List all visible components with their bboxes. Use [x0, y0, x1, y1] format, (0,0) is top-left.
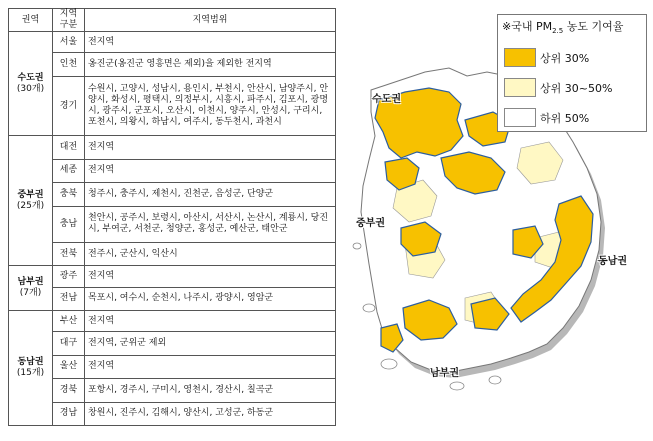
- cities-cell: 전지역: [85, 310, 336, 331]
- area-cell-capital: [9, 32, 53, 136]
- province-cell: 경북: [53, 379, 85, 402]
- area-name: 중부권: [17, 189, 44, 200]
- area-count: (25개): [16, 200, 45, 211]
- table-row: [9, 32, 336, 53]
- area-name: 동남권: [17, 356, 44, 367]
- region-table: [8, 8, 336, 426]
- legend-swatch-low: [504, 108, 536, 127]
- cities-cell: 포항시, 경주시, 구미시, 영천시, 경산시, 칠곡군: [85, 379, 336, 402]
- legend-label-top30: 상위 30%: [540, 52, 590, 65]
- cities-cell: 옹진군(옹진군 영흥면은 제외)을 제외한 전지역: [85, 53, 336, 76]
- map-label-capital: 수도권: [372, 94, 401, 105]
- area-cell-central: [9, 136, 53, 266]
- area-name: 남부권: [17, 277, 44, 288]
- map-legend: [497, 14, 647, 132]
- cities-cell: 전지역: [85, 32, 336, 53]
- province-cell: 부산: [53, 310, 85, 331]
- province-cell: 대전: [53, 136, 85, 159]
- cities-cell: 전지역: [85, 159, 336, 182]
- area-cell-southeast: [9, 310, 53, 425]
- legend-label-mid: 상위 30~50%: [540, 82, 613, 95]
- cities-cell: 전지역, 군위군 제외: [85, 332, 336, 355]
- table-row: [9, 402, 336, 425]
- province-cell: 경기: [53, 76, 85, 136]
- province-cell: 서울: [53, 32, 85, 53]
- table-header-row: [9, 9, 336, 32]
- province-cell: 경남: [53, 402, 85, 425]
- table-row: [9, 310, 336, 331]
- map-label-south: 남부권: [430, 368, 459, 379]
- area-count: (30개): [16, 83, 45, 94]
- cities-cell: 창원시, 진주시, 김해시, 양산시, 고성군, 하동군: [85, 402, 336, 425]
- province-cell: 울산: [53, 355, 85, 378]
- cities-cell: 청주시, 충주시, 제천시, 진천군, 음성군, 단양군: [85, 183, 336, 206]
- area-count: (15개): [16, 367, 45, 378]
- cities-cell: 전지역: [85, 266, 336, 287]
- table-row: [9, 183, 336, 206]
- cities-cell: 목포시, 여수시, 순천시, 나주시, 광양시, 영암군: [85, 287, 336, 310]
- header-province: 지역구분: [53, 9, 85, 32]
- province-cell: 충북: [53, 183, 85, 206]
- legend-swatch-mid: [504, 78, 536, 97]
- cities-cell: 전지역: [85, 355, 336, 378]
- province-cell: 세종: [53, 159, 85, 182]
- legend-label-low: 하위 50%: [540, 112, 590, 125]
- table-row: [9, 379, 336, 402]
- header-area: 권역: [9, 9, 53, 32]
- cities-cell: 전주시, 군산시, 익산시: [85, 242, 336, 265]
- legend-title-suffix: 농도 기여율: [563, 20, 624, 33]
- table-row: [9, 287, 336, 310]
- area-cell-south: [9, 266, 53, 311]
- table-row: [9, 159, 336, 182]
- table-row: [9, 242, 336, 265]
- cities-cell: 수원시, 고양시, 성남시, 용인시, 부천시, 안산시, 남양주시, 안양시, 화성시, 평택시, 의정부시, 시흥시, 파주시, 김포시, 광명시, 광주시, 군포시, 오산시, 이천시, 양주시, 안성시, 구리시, 포천시, 의왕시, 하남시, 여주시, 동두천시, 과천시: [85, 76, 336, 136]
- legend-title: [502, 18, 623, 35]
- province-cell: 인천: [53, 53, 85, 76]
- cities-cell: 천안시, 공주시, 보령시, 아산시, 서산시, 논산시, 계룡시, 당진시, 부여군, 서천군, 청양군, 홍성군, 예산군, 태안군: [85, 206, 336, 242]
- table-row: [9, 355, 336, 378]
- province-cell: 전남: [53, 287, 85, 310]
- cities-cell: 전지역: [85, 136, 336, 159]
- table-row: [9, 53, 336, 76]
- table-row: [9, 266, 336, 287]
- province-cell: 광주: [53, 266, 85, 287]
- table-row: [9, 76, 336, 136]
- legend-swatch-top30: [504, 48, 536, 67]
- province-cell: 대구: [53, 332, 85, 355]
- header-range: 지역범위: [85, 9, 336, 32]
- province-cell: 전북: [53, 242, 85, 265]
- area-count: (7개): [19, 288, 42, 299]
- area-name: 수도권: [17, 72, 44, 83]
- table-row: [9, 206, 336, 242]
- province-cell: 충남: [53, 206, 85, 242]
- legend-title-subscript: 2.5: [552, 27, 564, 36]
- legend-title-prefix: ※국내 PM: [502, 20, 553, 33]
- table-row: [9, 136, 336, 159]
- map-label-southeast: 동남권: [598, 256, 627, 267]
- map-label-central: 중부권: [356, 218, 385, 229]
- table-row: [9, 332, 336, 355]
